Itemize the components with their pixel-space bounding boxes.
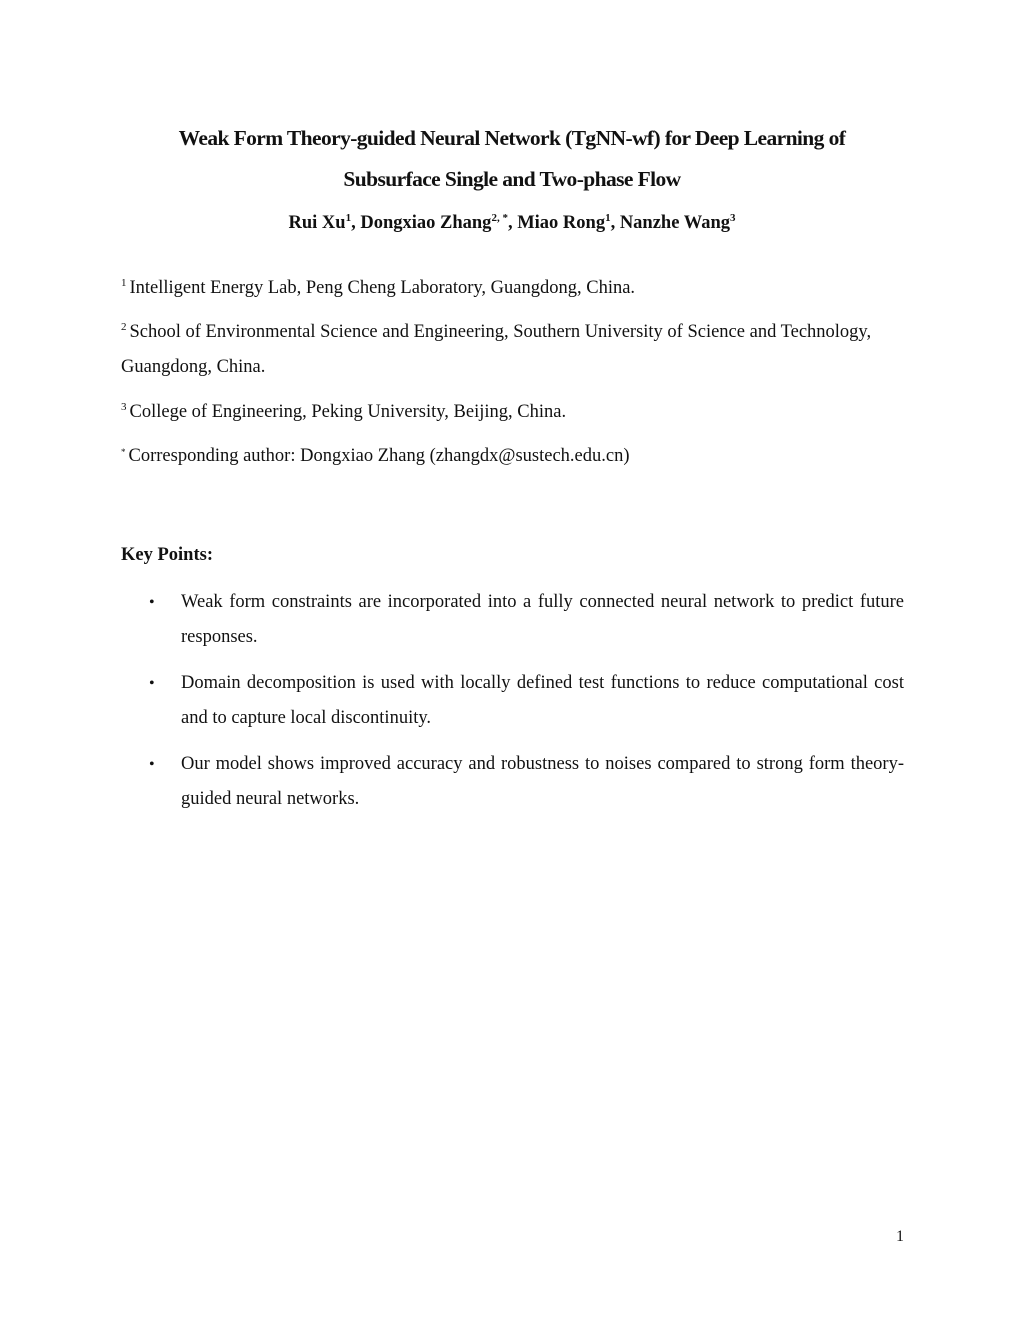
corresponding-author-mark: *: [121, 447, 126, 457]
bullet-icon: •: [149, 594, 155, 611]
author-separator: ,: [351, 213, 361, 233]
author-name: Dongxiao Zhang: [360, 213, 492, 233]
key-point-item: [121, 585, 904, 655]
author-list: [100, 209, 924, 237]
key-point-text: Our model shows improved accuracy and robustness to noises compared to strong form theory-guided neural networks.: [181, 754, 904, 809]
affiliation-mark: 1: [121, 277, 127, 289]
author-name: Nanzhe Wang: [619, 213, 730, 233]
author-separator: ,: [507, 213, 518, 233]
affiliation: [121, 271, 911, 306]
bullet-icon: •: [149, 756, 155, 773]
affiliation-mark: 2: [121, 321, 127, 333]
paper-title: [100, 118, 924, 200]
title-line-1: Weak Form Theory-guided Neural Network (TgNN-wf) for Deep Learning of: [178, 126, 846, 150]
key-point-text: Weak form constraints are incorporated into a fully connected neural network to predict future responses.: [181, 592, 904, 647]
author-name: Rui Xu: [288, 213, 346, 233]
affiliation-text: Intelligent Energy Lab, Peng Cheng Laboratory, Guangdong, China.: [129, 278, 636, 298]
affiliation-text: School of Environmental Science and Engineering, Southern University of Science and Technology, Guangdong, China.: [121, 322, 872, 377]
key-point-item: [121, 666, 904, 736]
bullet-icon: •: [149, 675, 155, 692]
affiliation: [121, 315, 911, 385]
author-affiliation-mark: 2, *: [491, 212, 508, 224]
affiliation: [121, 395, 911, 430]
page-number: 1: [896, 1228, 904, 1245]
corresponding-author: [121, 439, 911, 474]
affiliation-text: College of Engineering, Peking University, Beijing, China.: [129, 402, 567, 422]
key-point-item: [121, 747, 904, 817]
title-line-2: Subsurface Single and Two-phase Flow: [343, 167, 681, 191]
author-affiliation-mark: 3: [729, 212, 736, 224]
affiliation-mark: 3: [121, 401, 127, 413]
author-name: Miao Rong: [517, 213, 606, 233]
key-point-text: Domain decomposition is used with locally defined test functions to reduce computational cost and to capture local discontinuity.: [181, 673, 904, 728]
corresponding-author-text: Corresponding author: Dongxiao Zhang (zhangdx@sustech.edu.cn): [128, 446, 630, 466]
key-points-heading: Key Points:: [121, 545, 213, 565]
author-affiliation-mark: 1: [345, 212, 352, 224]
author-separator: ,: [610, 213, 620, 233]
author-affiliation-mark: 1: [605, 212, 611, 224]
